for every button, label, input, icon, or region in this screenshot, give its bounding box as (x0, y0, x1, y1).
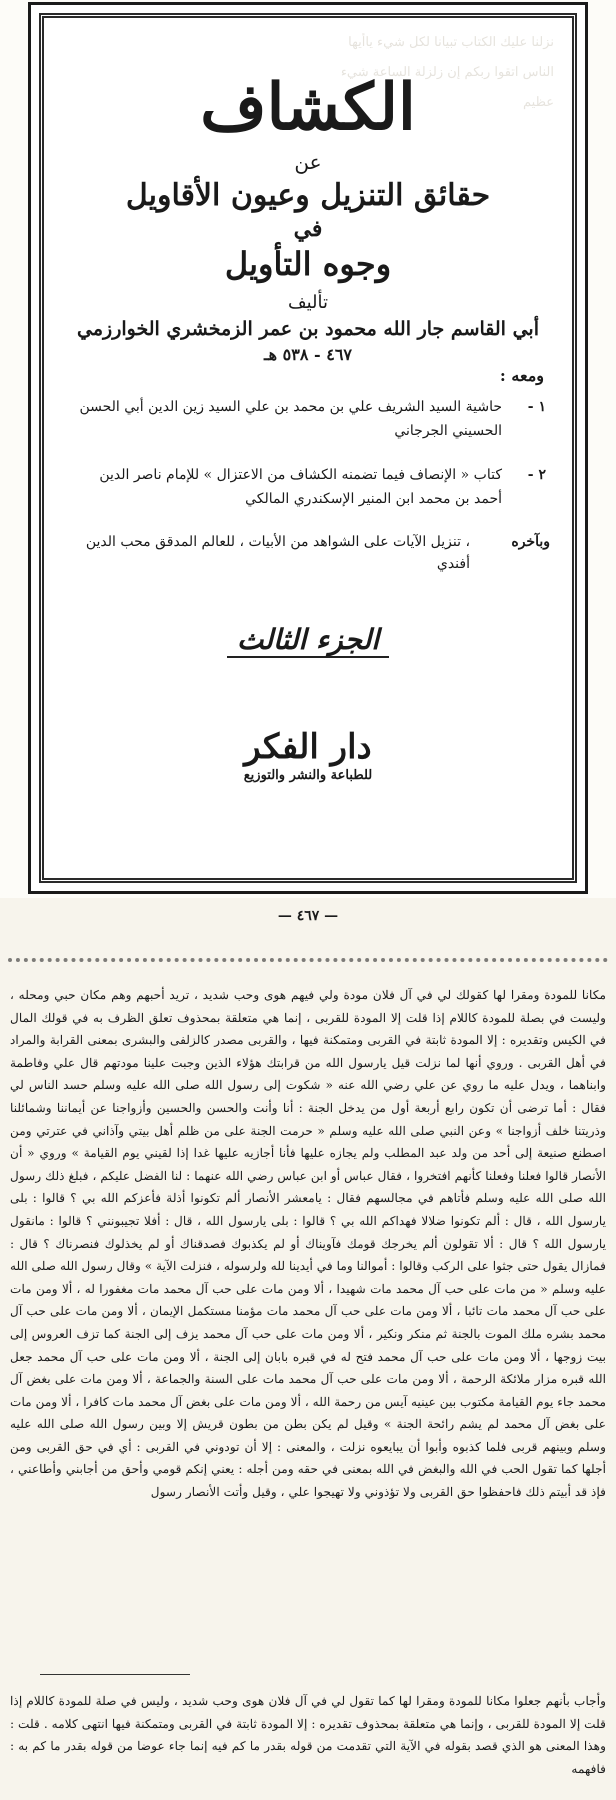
included-work-item (70, 395, 546, 443)
subtitle-line-2: وجوه التأويل (224, 245, 392, 283)
item-number: ٢ - (527, 467, 546, 483)
footnote-separator (40, 1674, 190, 1675)
appendix-text: ، تنزيل الآيات على الشواهد من الأبيات ، للعالم المدقق محب الدين أفندي (85, 534, 470, 572)
included-work-item (70, 463, 546, 511)
title-connector-fi: في (293, 216, 323, 242)
authorship-label: تأليف (287, 292, 329, 313)
title-page (28, 2, 588, 894)
author-name: أبي القاسم جار الله محمود بن عمر الزمخشري الخوارزمي (77, 318, 539, 340)
bleed-through-text: نزلنا عليك الكتاب تبيانا لكل شيء ياأيها الناس اتقوا ربكم إن زلزلة الساعة شيء عظيم (340, 35, 554, 110)
publisher-name: دار الفكر (244, 727, 372, 767)
item-text: كتاب « الإنصاف فيما تضمنه الكشاف من الاعتزال » للإمام ناصر الدين أحمد بن محمد ابن المنير الإسكندري المالكي (99, 467, 502, 507)
item-text: حاشية السيد الشريف علي بن محمد بن علي السيد زين الدين أبي الحسن الحسيني الجرجاني (79, 399, 502, 439)
appendix-label: وبآخره (511, 534, 550, 550)
title-connector-an: عن (294, 150, 322, 174)
book-title: الكشاف (200, 70, 416, 145)
publisher-logo (66, 728, 550, 783)
author-dates: ٤٦٧ - ٥٣٨ هـ (263, 345, 353, 364)
appendix-note (66, 531, 550, 575)
footnote-text: وأجاب بأنهم جعلوا مكانا للمودة ومقرا لها كما تقول لي في آل فلان هوى وحب شديد ، وليس في صلة للمودة كاللام إذا قلت إلا المودة للقربى ، وإنما هي متعلقة بمحذوف تقديره : إلا المودة ثابتة في القربى ومتمكنة فيها انتهى كلامه . قلت : وهذا المعنى هو الذي قصد بقوله في الآية التي تقدمت من قوله بقدر ما كم فيه إنما جاء عوضا من قوله بقدر ما كم به : فافهمه (10, 1694, 606, 1776)
main-commentary-text (10, 984, 606, 1504)
page-number: — ٤٦٧ — (277, 908, 339, 924)
publisher-subtitle: للطباعة والنشر والتوزيع (243, 768, 373, 783)
with-it-label: ومعه : (499, 366, 544, 385)
text-page (0, 898, 616, 1800)
volume-part-label: الجزء الثالث (227, 623, 389, 658)
title-page-frame (39, 13, 577, 883)
included-works-list (66, 395, 550, 511)
commentary-paragraph: مكانا للمودة ومقرا لها كقولك لي في آل فلان مودة ولي فيهم هوى وحب شديد ، تريد أحبهم وهم مكان حبي ومحله ، وليست في بصلة للمودة كاللام إذا قلت إلا المودة للقربى ، إنما هي متعلقة بمحذوف تعلق الظرف به في قولك المال في الكيس وتقديره : إلا المودة ثابتة في القربى ومتمكنة فيها ، والقربى مصدر كالزلفى والبشرى بمعنى القرابة والمراد في أهل القربى . وروي أنها لما نزلت قيل يارسول الله من قرابتك هؤلاء الذين وجبت علينا مودتهم قال علي وفاطمة وابناهما ، ويدل عليه ما روي عن علي رضي الله عنه « شكوت إلى رسول الله صلى الله عليه وسلم حسد الناس لي فقال : أما ترضى أن تكون رابع أربعة أول من يدخل الجنة : أنا وأنت والحسن والحسين وأزواجنا عن أيماننا وشمائلنا وذريتنا خلف أزواجنا » وعن النبي صلى الله عليه وسلم « حرمت الجنة على من ظلم أهل بيتي وآذاني في عترتي ومن اصطنع صنيعة إلى أحد من ولد عبد المطلب ولم يجازه عليها فأنا أجازيه عليها غدا إذا لقيني يوم القيامة » وروي « أن الأنصار قالوا فعلنا وفعلنا كأنهم افتخروا ، فقال عباس أو ابن عباس رضي الله عنهما : لنا الفضل عليكم ، فبلغ ذلك رسول الله صلى الله عليه وسلم فأتاهم في مجالسهم فقال : يامعشر الأنصار ألم تكونوا أذلة فأعزكم الله بي ؟ قالوا : بلى يارسول الله ، قال : ألم تكونوا ضلالا فهداكم الله بي ؟ قالوا : بلى يارسول الله ، قال : أفلا تجيبونني ؟ قالوا : مانقول يارسول الله ؟ قال : ألا تقولون ألم يخرجك قومك فآويناك أو لم يكذبوك فصدقناك أو لم يخذلوك فنصرناك ؟ قال : فمازال يقول حتى جثوا على الركب وقالوا : أموالنا وما في أيدينا لله ولرسوله ، فنزلت الآية » وقال رسول الله صلى الله عليه وسلم « من مات على حب آل محمد مات شهيدا ، ألا ومن مات على حب آل محمد مات مغفورا له ، ألا ومن مات على حب آل محمد مات تائبا ، ألا ومن مات على حب آل محمد مات مؤمنا مستكمل الإيمان ، ألا ومن مات على حب آل محمد بشره ملك الموت بالجنة ثم منكر ونكير ، ألا ومن مات على حب آل محمد يزف إلى الجنة كما تزف العروس إلى بيت زوجها ، ألا ومن مات على حب آل محمد فتح له في قبره بابان إلى الجنة ، ألا ومن مات على حب آل محمد جعل الله قبره مزار ملائكة الرحمة ، ألا ومن مات على حب آل محمد مات على السنة والجماعة ، ألا ومن مات على بغض آل محمد جاء يوم القيامة مكتوب بين عينيه آيس من رحمة الله ، ألا ومن مات على بغض آل محمد مات كافرا ، ألا ومن مات على بغض آل محمد لم يشم رائحة الجنة » وقيل لم يكن بطن من بطون قريش إلا وبين رسول الله صلى الله عليه وسلم وبينهم قربى فلما كذبوه وأبوا أن يبايعوه نزلت ، والمعنى : إلا أن تودوني في القربى : أي في حق القربى ومن أجلها كما تقول الحب في الله والبغض في الله بمعنى في حقه ومن أجله : يعني إنكم قومي وأحق من أجابني وأطاعني ، فإذ قد أبيتم ذلك فاحفظوا حق القربى ولا تؤذوني ولا تهيجوا علي ، وقيل وأتت الأنصار رسول (10, 988, 606, 1500)
subtitle-line-1: حقائق التنزيل وعيون الأقاويل (125, 178, 491, 213)
dotted-divider (8, 958, 608, 962)
item-number: ١ - (527, 399, 546, 415)
